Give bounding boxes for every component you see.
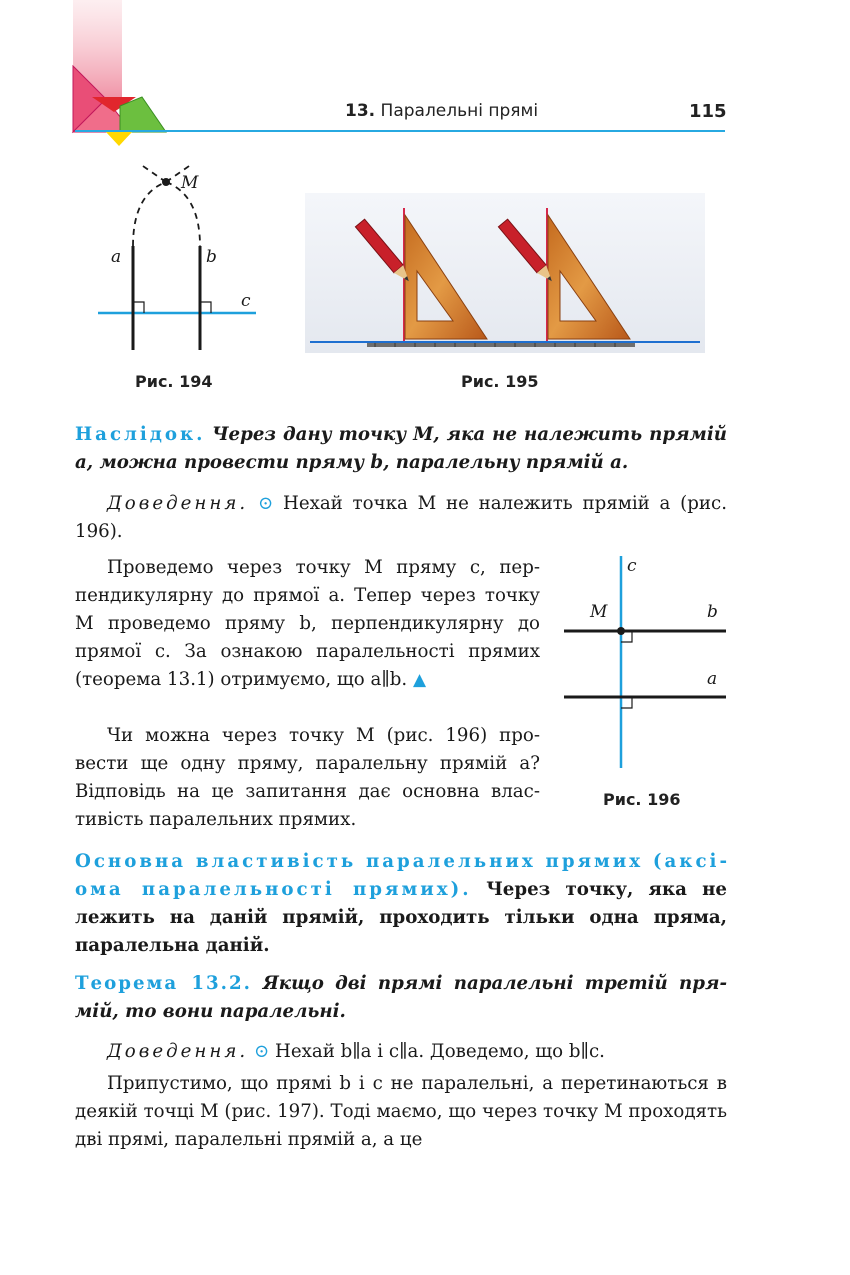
question-paragraph: Чи можна через точку M (рис. 196) провести ще одну пряму, паралельну прямій a? Відповідь на це запитання дає основна властивість паралельних прямих. <box>75 725 540 830</box>
running-header: 13. Паралельні прямі <box>345 101 539 121</box>
fig196-label-c: c <box>627 556 637 576</box>
corollary <box>75 421 727 477</box>
fig194-label-a: a <box>111 247 122 267</box>
proof-end-icon: ▲ <box>413 670 427 690</box>
proof-start-icon: ⊙ <box>257 493 274 514</box>
axiom-text: Через точку, яка не лежить на даній прямій, проходить тільки одна пряма, паралельна даній. <box>75 879 727 956</box>
final-paragraph: Припустимо, що прямі b і c не паралельні, а перетинаються в деякій точці M (рис. 197). Тоді маємо, що через точку M проходять дві прямі, паралельні прямій a, а це <box>75 1073 727 1150</box>
fig196-label-b: b <box>707 602 718 622</box>
header-rule <box>75 130 725 132</box>
fig194-label-b: b <box>206 247 217 267</box>
theorem-heading: Теорема 13.2. <box>75 973 252 994</box>
fig196-caption: Рис. 196 <box>603 790 681 809</box>
proof1-heading: Доведення. <box>107 493 249 514</box>
fig194-caption: Рис. 194 <box>135 372 213 391</box>
figure-195 <box>305 193 705 353</box>
construction-paragraph: Проведемо через точку M пряму c, перпендикулярну до прямої a. Тепер через точку M проведемо пряму b, перпендикулярну до прямої c. За ознакою паралельності прямих (теорема 13.1) отримуємо, що a∥b. ▲ <box>75 557 540 690</box>
proof2-text: Нехай b∥a і c∥a. Доведемо, що b∥c. <box>275 1041 605 1062</box>
fig196-label-M: M <box>590 602 608 622</box>
axiom <box>75 848 727 960</box>
theorem-text: Якщо дві прямі паралельні третій прямій, то вони паралельні. <box>75 973 727 1022</box>
fig195-caption: Рис. 195 <box>461 372 539 391</box>
theorem-13-2 <box>75 970 727 1026</box>
axiom-heading: Основна властивість паралельних прямих (аксіома паралельності прямих). <box>75 851 727 900</box>
corner-decoration <box>70 0 170 150</box>
fig196-label-a: a <box>707 669 718 689</box>
page-number: 115 <box>689 101 727 122</box>
fig194-label-c: c <box>241 291 251 311</box>
proof2-start-icon: ⊙ <box>253 1041 270 1062</box>
proof1-intro <box>75 490 727 546</box>
proof2-heading: Доведення. <box>107 1041 249 1062</box>
corollary-text: Через дану точку M, яка не належить прямій a, можна провести пряму b, паралельну прямій a. <box>75 424 727 473</box>
proof2-intro <box>75 1038 727 1066</box>
fig194-label-M: M <box>181 173 199 193</box>
figure-194 <box>95 160 265 355</box>
figure-196 <box>560 553 730 773</box>
proof1-text: Нехай точка M не належить прямій a (рис. 196). <box>75 493 727 542</box>
corollary-heading: Наслідок. <box>75 424 206 445</box>
